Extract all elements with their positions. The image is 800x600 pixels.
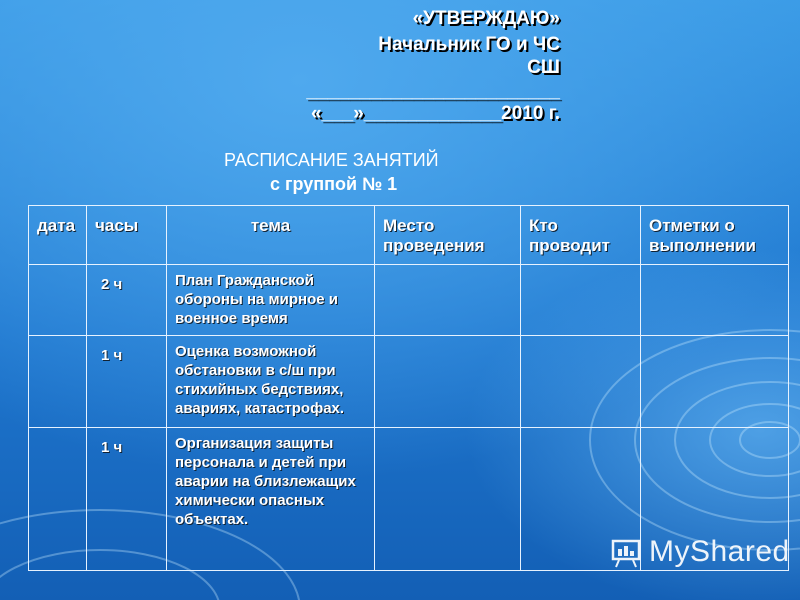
- approver-position: Начальник ГО и ЧС: [378, 34, 560, 55]
- approve-title: «УТВЕРЖДАЮ»: [412, 8, 560, 29]
- cell-place: [375, 265, 521, 336]
- schedule-subtitle: с группой № 1: [270, 174, 398, 194]
- cell-marks: [641, 265, 789, 336]
- cell-marks: [641, 336, 789, 428]
- table-row: [29, 336, 789, 428]
- header-place: Место проведения: [375, 206, 521, 265]
- cell-topic: План Гражданской обороны на мирное и военное время: [167, 265, 375, 336]
- presentation-board-icon: [609, 535, 643, 569]
- table-header-row: [29, 206, 789, 265]
- schedule-table: [28, 205, 789, 571]
- schedule-title: РАСПИСАНИЕ ЗАНЯТИЙ: [224, 150, 439, 170]
- header-marks: Отметки о выполнении: [641, 206, 789, 265]
- cell-hours: 1 ч: [87, 428, 167, 571]
- cell-date: [29, 265, 87, 336]
- cell-conductor: [521, 265, 641, 336]
- schedule-heading: [224, 148, 439, 196]
- myshared-logo[interactable]: [609, 535, 790, 569]
- cell-place: [375, 428, 521, 571]
- cell-hours: 2 ч: [87, 265, 167, 336]
- cell-date: [29, 428, 87, 571]
- logo-text: MyShared: [649, 535, 790, 568]
- table-row: [29, 265, 789, 336]
- header-date: дата: [29, 206, 87, 265]
- header-hours: часы: [87, 206, 167, 265]
- cell-conductor: [521, 336, 641, 428]
- signature-line: ________________________: [306, 81, 560, 102]
- cell-topic: Оценка возможной обстановки в с/ш при стихийных бедствиях, авариях, катастрофах.: [167, 336, 375, 428]
- approval-date: «___»_____________2010 г.: [310, 103, 560, 124]
- cell-topic: Организация защиты персонала и детей при аварии на близлежащих химически опасных объектах.: [167, 428, 375, 571]
- header-topic: тема: [167, 206, 375, 265]
- cell-place: [375, 336, 521, 428]
- cell-date: [29, 336, 87, 428]
- approval-block: [306, 8, 560, 125]
- cell-hours: 1 ч: [87, 336, 167, 428]
- header-conductor: Кто проводит: [521, 206, 641, 265]
- approver-org: СШ: [527, 57, 560, 78]
